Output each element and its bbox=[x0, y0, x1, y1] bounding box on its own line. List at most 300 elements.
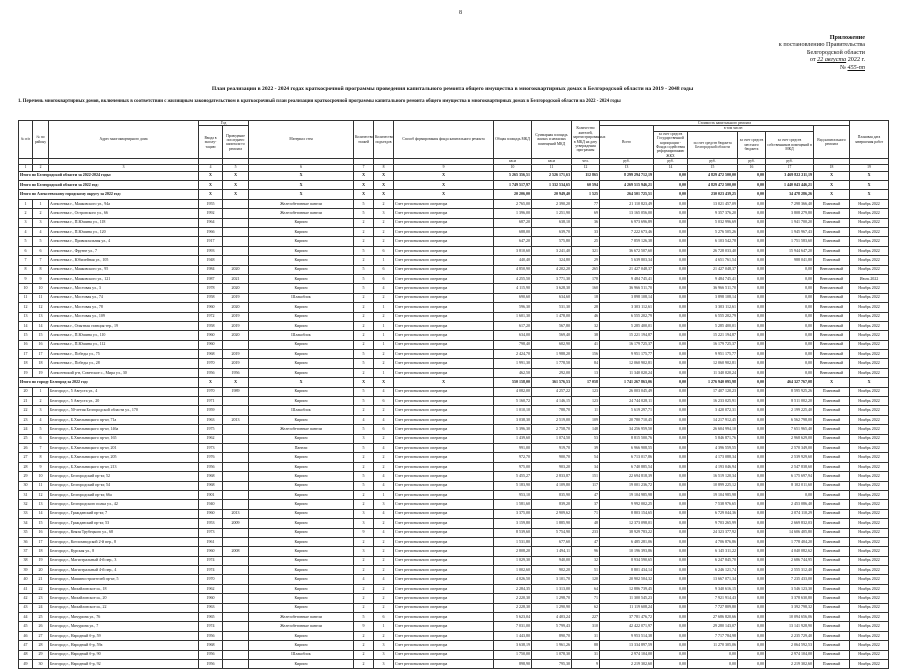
cell-area: 1 396,00 bbox=[494, 209, 532, 218]
cell-method: Счет регионального оператора bbox=[394, 331, 494, 340]
cell-type: Плановый bbox=[814, 387, 850, 396]
cell-ppl: 77 bbox=[572, 199, 600, 208]
cell-end: Ноябрь 2022 bbox=[850, 303, 889, 312]
cell-d: 10 bbox=[33, 472, 49, 481]
cell-loc: 0,00 bbox=[738, 415, 766, 424]
cell-end: Ноябрь 2022 bbox=[850, 415, 889, 424]
cell-end: Июль 2022 bbox=[850, 274, 889, 283]
cell-own: 2 974 104,00 bbox=[766, 650, 814, 659]
cell-end: Ноябрь 2022 bbox=[850, 218, 889, 227]
cell-y: 1961 bbox=[199, 537, 223, 546]
cell-loc: 0,00 bbox=[738, 199, 766, 208]
unit-people: чел. bbox=[572, 159, 600, 164]
cell-method: Счет регионального оператора bbox=[394, 631, 494, 640]
cell-method: Счет регионального оператора bbox=[394, 481, 494, 490]
table-row bbox=[19, 537, 889, 546]
cell-y: 1956 bbox=[199, 462, 223, 471]
cell-liv: 900,70 bbox=[532, 453, 572, 462]
cell-area: 690,60 bbox=[494, 293, 532, 302]
cell-loc: 0,00 bbox=[738, 519, 766, 528]
cell-fund: 0,00 bbox=[654, 500, 688, 509]
cell-area: 5 183,90 bbox=[494, 481, 532, 490]
cell-area: 2 220,30 bbox=[494, 594, 532, 603]
unit-area: кв.м bbox=[494, 159, 532, 164]
cell-reg: 0,00 bbox=[688, 659, 738, 668]
cell-type: Плановый bbox=[814, 218, 850, 227]
col-number: 16 bbox=[738, 164, 766, 171]
cell-loc: 0,00 bbox=[738, 481, 766, 490]
cell-reg: 24 323 377,92 bbox=[688, 528, 738, 537]
cell-y: 1971 bbox=[199, 397, 223, 406]
cell-own: 0,00 bbox=[766, 359, 814, 368]
cell-wall: Кирпич bbox=[249, 556, 354, 565]
cell-own: 6 175 697,94 bbox=[766, 472, 814, 481]
cell-loc: 0,00 bbox=[738, 650, 766, 659]
summary-fund: 0,00 bbox=[654, 171, 688, 180]
cell-ppl: 156 bbox=[572, 350, 600, 359]
cell-fl: 2 bbox=[354, 331, 374, 340]
cell-fund: 0,00 bbox=[654, 246, 688, 255]
cell-loc: 0,00 bbox=[738, 641, 766, 650]
summary-x: Х bbox=[814, 181, 850, 190]
cell-y: 1960 bbox=[199, 331, 223, 340]
cell-wall: Кирпич bbox=[249, 434, 354, 443]
cell-method: Счет регионального оператора bbox=[394, 350, 494, 359]
summary-fund: 0,00 bbox=[654, 190, 688, 199]
cell-reg: 5 032 996,69 bbox=[688, 218, 738, 227]
cell-addr: Белгород г., Гражданский пр-кт, 53 bbox=[49, 519, 199, 528]
cell-d: 6 bbox=[33, 246, 49, 255]
cell-ppl: 39 bbox=[572, 443, 600, 452]
cell-addr: Белгород г., Народный б-р, 59а bbox=[49, 641, 199, 650]
cell-addr: Белгород г., Народный б-р, 90 bbox=[49, 650, 199, 659]
cell-wall: Кирпич bbox=[249, 312, 354, 321]
cell-own: 2 235 729,40 bbox=[766, 631, 814, 640]
table-row bbox=[19, 481, 889, 490]
cell-d: 9 bbox=[33, 274, 49, 283]
cell-n: 27 bbox=[19, 453, 33, 462]
cell-area: 3 159,80 bbox=[494, 519, 532, 528]
cell-own: 0,00 bbox=[766, 331, 814, 340]
cell-r: 2021 bbox=[223, 274, 249, 283]
cell-total: 11 340 020,24 bbox=[600, 368, 654, 377]
cell-n: 2 bbox=[19, 209, 33, 218]
cell-y: 1960 bbox=[199, 547, 223, 556]
cell-end: Ноябрь 2022 bbox=[850, 312, 889, 321]
cell-r bbox=[223, 641, 249, 650]
cell-end: Ноябрь 2022 bbox=[850, 209, 889, 218]
cell-n: 6 bbox=[19, 246, 33, 255]
cell-total: 9 951 175,77 bbox=[600, 350, 654, 359]
cell-wall: Кирпич bbox=[249, 265, 354, 274]
cell-method: Счет регионального оператора bbox=[394, 406, 494, 415]
cell-loc: 0,00 bbox=[738, 622, 766, 631]
col-number: 1 bbox=[19, 164, 33, 171]
cell-y: 1960 bbox=[199, 303, 223, 312]
cell-n: 20 bbox=[19, 387, 33, 396]
cell-reg: 4 396 559,55 bbox=[688, 443, 738, 452]
cell-addr: Белгород г., Белгородского полка ул., 42 bbox=[49, 500, 199, 509]
cell-wall: Шлакоблок bbox=[249, 650, 354, 659]
cell-type: Плановый bbox=[814, 481, 850, 490]
cell-reg: 7 727 809,80 bbox=[688, 603, 738, 612]
cell-end: Ноябрь 2022 bbox=[850, 613, 889, 622]
cell-method: Счет регионального оператора bbox=[394, 462, 494, 471]
cell-loc: 0,00 bbox=[738, 425, 766, 434]
cell-fl: 3 bbox=[354, 547, 374, 556]
cell-loc: 0,00 bbox=[738, 237, 766, 246]
cell-type: Плановый bbox=[814, 509, 850, 518]
cell-ppl: 13 bbox=[572, 368, 600, 377]
cell-r bbox=[223, 218, 249, 227]
cell-own: 2 064 592,53 bbox=[766, 641, 814, 650]
cell-ppl: 84 bbox=[572, 359, 600, 368]
cell-d: 6 bbox=[33, 434, 49, 443]
cell-fund: 0,00 bbox=[654, 537, 688, 546]
cell-y: 1974 bbox=[199, 622, 223, 631]
cell-liv: 1 885,90 bbox=[532, 519, 572, 528]
cell-fl: 2 bbox=[354, 218, 374, 227]
cell-fund: 0,00 bbox=[654, 631, 688, 640]
cell-wall: Кирпич bbox=[249, 246, 354, 255]
cell-addr: Белгород г., Белгородский пр-кт, 52 bbox=[49, 472, 199, 481]
cell-total: 12 886 739,45 bbox=[600, 584, 654, 593]
cell-ppl: 34 bbox=[572, 462, 600, 471]
table-row bbox=[19, 500, 889, 509]
col-area: Общая площадь МКД bbox=[494, 121, 532, 159]
cell-method: Счет регионального оператора bbox=[394, 274, 494, 283]
cell-loc: 0,00 bbox=[738, 537, 766, 546]
cell-liv: 4 257,22 bbox=[532, 387, 572, 396]
cell-en: 4 bbox=[374, 528, 394, 537]
cell-fl: 2 bbox=[354, 237, 374, 246]
cell-method: Счет регионального оператора bbox=[394, 500, 494, 509]
cell-d: 17 bbox=[33, 350, 49, 359]
cell-wall: Кирпич bbox=[249, 547, 354, 556]
cell-ppl: 265 bbox=[572, 265, 600, 274]
cell-liv: 602,90 bbox=[532, 340, 572, 349]
cell-total: 42 422 071,97 bbox=[600, 622, 654, 631]
cell-method: Счет регионального оператора bbox=[394, 641, 494, 650]
cell-fl: 2 bbox=[354, 321, 374, 330]
cell-total: 22 694 818,39 bbox=[600, 472, 654, 481]
cell-total: 20 780 710,45 bbox=[600, 415, 654, 424]
cell-n: 39 bbox=[19, 566, 33, 575]
cell-wall: Панели bbox=[249, 443, 354, 452]
cell-reg: 3 420 072,31 bbox=[688, 406, 738, 415]
cell-r bbox=[223, 228, 249, 237]
table-row bbox=[19, 209, 889, 218]
cell-method: Счет регионального оператора bbox=[394, 547, 494, 556]
cell-liv: 324,80 bbox=[532, 256, 572, 265]
cell-en: 2 bbox=[374, 406, 394, 415]
summary-own: 464 327 767,08 bbox=[766, 378, 814, 387]
cell-type: Плановый bbox=[814, 228, 850, 237]
cell-en: 4 bbox=[374, 509, 394, 518]
cell-reg: 4 706 876,86 bbox=[688, 537, 738, 546]
cell-en: 4 bbox=[374, 575, 394, 584]
summary-region: 1 276 940 095,98 bbox=[688, 378, 738, 387]
cell-type: Плановый bbox=[814, 397, 850, 406]
cell-wall: Кирпич bbox=[249, 490, 354, 499]
cell-total: 19 001 236,72 bbox=[600, 481, 654, 490]
summary-label: Итого по Алексеевскому городскому округу за 2022 год: bbox=[19, 190, 199, 199]
summary-living: 361 576,53 bbox=[532, 378, 572, 387]
cell-loc: 0,00 bbox=[738, 228, 766, 237]
cell-total: 34 256 959,50 bbox=[600, 425, 654, 434]
cell-area: 5 396,30 bbox=[494, 425, 532, 434]
cell-own: 3 392 798,32 bbox=[766, 603, 814, 612]
cell-liv: 2 833,87 bbox=[532, 472, 572, 481]
cell-reg: 9 703 265,99 bbox=[688, 519, 738, 528]
summary-people: 112 865 bbox=[572, 171, 600, 180]
cell-end: Ноябрь 2022 bbox=[850, 265, 889, 274]
cell-n: 3 bbox=[19, 218, 33, 227]
cell-wall: Кирпич bbox=[249, 237, 354, 246]
cell-reg: 5 276 505,26 bbox=[688, 228, 738, 237]
cell-en: 4 bbox=[374, 284, 394, 293]
cell-addr: Алексеевка г., Привокзальная ул., 4 bbox=[49, 237, 199, 246]
col-number: 15 bbox=[688, 164, 738, 171]
cell-fund: 0,00 bbox=[654, 350, 688, 359]
cell-method: Счет регионального оператора bbox=[394, 368, 494, 377]
cell-wall: Кирпич bbox=[249, 228, 354, 237]
cell-own: 8 511 002,20 bbox=[766, 397, 814, 406]
cell-reg: 9 357 376,20 bbox=[688, 209, 738, 218]
cell-wall: Кирпич bbox=[249, 659, 354, 668]
cell-d: 19 bbox=[33, 556, 49, 565]
summary-label: Итого по городу Белгород за 2022 год: bbox=[19, 378, 199, 387]
cell-total: 3 303 112,61 bbox=[600, 303, 654, 312]
cell-fund: 0,00 bbox=[654, 218, 688, 227]
cell-fund: 0,00 bbox=[654, 509, 688, 518]
cell-n: 10 bbox=[19, 284, 33, 293]
cell-addr: Белгород г., Б.Хмельницкого пр-кт, 71а bbox=[49, 415, 199, 424]
cell-own: 6 562 798,00 bbox=[766, 415, 814, 424]
cell-d: 27 bbox=[33, 631, 49, 640]
cell-own: 2 453 086,40 bbox=[766, 500, 814, 509]
cell-end: Ноябрь 2022 bbox=[850, 284, 889, 293]
cell-en: 1 bbox=[374, 256, 394, 265]
date-handwritten: 22 августа bbox=[817, 56, 847, 64]
cell-r bbox=[223, 566, 249, 575]
cell-liv: 4 146,15 bbox=[532, 397, 572, 406]
cell-r: 2013 bbox=[223, 509, 249, 518]
cell-area: 3 375,00 bbox=[494, 509, 532, 518]
cell-addr: Белгород г., Б.Хмельницкого пр-кт, 205 bbox=[49, 453, 199, 462]
cell-total: 9 953 514,38 bbox=[600, 631, 654, 640]
col-number: 9 bbox=[394, 164, 494, 171]
cell-fl: 2 bbox=[354, 462, 374, 471]
cell-fl: 2 bbox=[354, 650, 374, 659]
summary-x: Х bbox=[374, 190, 394, 199]
cell-ppl: 71 bbox=[572, 594, 600, 603]
cell-ppl: 47 bbox=[572, 490, 600, 499]
cell-fl: 5 bbox=[354, 350, 374, 359]
col-number: 7 bbox=[354, 164, 374, 171]
cell-reg: 10 899 225,12 bbox=[688, 481, 738, 490]
cell-n: 45 bbox=[19, 622, 33, 631]
cell-fl: 2 bbox=[354, 312, 374, 321]
col-end: Плановая дата завершения работ bbox=[850, 121, 889, 159]
table-row bbox=[19, 256, 889, 265]
appendix-line2: Белгородской области bbox=[806, 48, 865, 56]
cell-end: Ноябрь 2022 bbox=[850, 631, 889, 640]
summary-area: 550 158,00 bbox=[494, 378, 532, 387]
summary-fund: 0,00 bbox=[654, 378, 688, 387]
cell-loc: 0,00 bbox=[738, 274, 766, 283]
summary-total: 1 741 267 863,06 bbox=[600, 378, 654, 387]
cell-fund: 0,00 bbox=[654, 312, 688, 321]
cell-addr: Алексеевка г., П.Юшина ул., 112 bbox=[49, 340, 199, 349]
cell-n: 44 bbox=[19, 613, 33, 622]
cell-area: 3 810,60 bbox=[494, 246, 532, 255]
cell-own: 1 778 404,20 bbox=[766, 537, 814, 546]
cell-wall: Железобетонные панели bbox=[249, 613, 354, 622]
summary-x: Х bbox=[814, 378, 850, 387]
cell-r bbox=[223, 481, 249, 490]
cell-method: Счет регионального оператора bbox=[394, 443, 494, 452]
table-row bbox=[19, 509, 889, 518]
cell-total: 8 934 590,65 bbox=[600, 556, 654, 565]
cell-y: 1974 bbox=[199, 556, 223, 565]
cell-y: 1978 bbox=[199, 284, 223, 293]
cell-r bbox=[223, 397, 249, 406]
cell-addr: Белгород г., 5 Августа ул., 4 bbox=[49, 387, 199, 396]
cell-y: 1992 bbox=[199, 209, 223, 218]
cell-r bbox=[223, 528, 249, 537]
cell-wall: Кирпич bbox=[249, 415, 354, 424]
cell-d: 29 bbox=[33, 650, 49, 659]
cell-end: Ноябрь 2022 bbox=[850, 340, 889, 349]
cell-area: 5 455,27 bbox=[494, 472, 532, 481]
appendix-title: Приложение bbox=[829, 34, 865, 41]
cell-end: Ноябрь 2022 bbox=[850, 331, 889, 340]
cell-own: 0,00 bbox=[766, 265, 814, 274]
cell-d: 1 bbox=[33, 387, 49, 396]
cell-own: 13 141 928,90 bbox=[766, 622, 814, 631]
cell-method: Счет регионального оператора bbox=[394, 293, 494, 302]
cell-addr: Алексеевка г., Островского ул., 66 bbox=[49, 209, 199, 218]
cell-total: 36 966 511,70 bbox=[600, 284, 654, 293]
table-row bbox=[19, 321, 889, 330]
cell-reg: 5 846 871,76 bbox=[688, 434, 738, 443]
cell-fl: 2 bbox=[354, 603, 374, 612]
cell-d: 3 bbox=[33, 218, 49, 227]
cell-n: 48 bbox=[19, 650, 33, 659]
table-row bbox=[19, 556, 889, 565]
cell-r bbox=[223, 556, 249, 565]
cell-reg: 3 898 108,14 bbox=[688, 293, 738, 302]
cell-liv: 902,20 bbox=[532, 566, 572, 575]
table-body bbox=[19, 171, 889, 669]
cell-addr: Белгород г., Б.Хмельницкого пр-кт, 165 bbox=[49, 434, 199, 443]
cell-type: Внеплановый bbox=[814, 350, 850, 359]
cell-d: 14 bbox=[33, 509, 49, 518]
cell-own: 0,00 bbox=[766, 350, 814, 359]
cell-fund: 0,00 bbox=[654, 359, 688, 368]
cell-reg: 21 427 048,37 bbox=[688, 265, 738, 274]
cell-end: Ноябрь 2022 bbox=[850, 641, 889, 650]
cell-y: 1955 bbox=[199, 199, 223, 208]
table-row bbox=[19, 631, 889, 640]
cell-r bbox=[223, 537, 249, 546]
cell-type: Плановый bbox=[814, 537, 850, 546]
cell-addr: Алексеевка г., Мостовая ул., 109 bbox=[49, 312, 199, 321]
cell-area: 4 082,00 bbox=[494, 387, 532, 396]
cell-r: 2019 bbox=[223, 350, 249, 359]
summary-own: 3 469 822 211,19 bbox=[766, 171, 814, 180]
summary-x: Х bbox=[850, 378, 889, 387]
cell-area: 2 765,00 bbox=[494, 199, 532, 208]
cell-type: Внеплановый bbox=[814, 331, 850, 340]
summary-area: 1 749 517,97 bbox=[494, 181, 532, 190]
cell-type: Плановый bbox=[814, 462, 850, 471]
cell-addr: Белгород г., 50-летия Белгородской области ул., 170 bbox=[49, 406, 199, 415]
cell-area: 1 439,60 bbox=[494, 434, 532, 443]
date-prefix: от bbox=[809, 56, 816, 64]
cell-liv: 567,80 bbox=[532, 321, 572, 330]
number-handwritten: 455-пп bbox=[847, 63, 865, 71]
summary-x: Х bbox=[199, 190, 223, 199]
cell-r bbox=[223, 237, 249, 246]
cell-y: 1973 bbox=[199, 443, 223, 452]
cell-liv: 3 101,70 bbox=[532, 575, 572, 584]
cell-addr: Белгород г., Б.Хмельницкого пр-кт, 201 bbox=[49, 443, 199, 452]
cell-liv: 835,90 bbox=[532, 490, 572, 499]
cell-fl: 3 bbox=[354, 519, 374, 528]
cell-total: 6 740 885,54 bbox=[600, 462, 654, 471]
cell-fl: 4 bbox=[354, 575, 374, 584]
cell-liv: 1 778,50 bbox=[532, 359, 572, 368]
summary-x: Х bbox=[354, 378, 374, 387]
cell-own: 0,00 bbox=[766, 274, 814, 283]
cell-en: 4 bbox=[374, 472, 394, 481]
cell-loc: 0,00 bbox=[738, 284, 766, 293]
cell-liv: 3 771,30 bbox=[532, 274, 572, 283]
cell-d: 18 bbox=[33, 547, 49, 556]
cell-area: 440,40 bbox=[494, 256, 532, 265]
col-floors: Количество этажей bbox=[354, 121, 374, 159]
cell-en: 2 bbox=[374, 350, 394, 359]
cell-n: 31 bbox=[19, 490, 33, 499]
col-number: 10 bbox=[494, 164, 532, 171]
cell-area: 898,90 bbox=[494, 659, 532, 668]
summary-x: Х bbox=[850, 171, 889, 180]
cell-reg: 11 270 305,06 bbox=[688, 641, 738, 650]
cell-method: Счет регионального оператора bbox=[394, 537, 494, 546]
cell-wall: Железобетонные панели bbox=[249, 622, 354, 631]
cell-n: 13 bbox=[19, 312, 33, 321]
cell-wall: Кирпич bbox=[249, 303, 354, 312]
col-people: Количество жителей, зарегистрированных в МКД на дату утверждения программы bbox=[572, 121, 600, 159]
cell-en: 2 bbox=[374, 218, 394, 227]
cell-own: 0,00 bbox=[766, 340, 814, 349]
cell-fl: 2 bbox=[354, 340, 374, 349]
cell-r bbox=[223, 425, 249, 434]
cell-method: Счет регионального оператора bbox=[394, 397, 494, 406]
cell-area: 1 443,80 bbox=[494, 631, 532, 640]
col-type: Вид капитального ремонта bbox=[814, 126, 850, 159]
unit-own: руб. bbox=[766, 159, 814, 164]
section-title: 1. Перечень многоквартирных домов, включенных в соответствии с жилищным законодательством в краткосрочный план реализации краткосрочной программы капитального ремонта общего имущества в многоквартирных домах в Белгородской области на 2022 - 2024 годы bbox=[18, 99, 621, 104]
cell-y: 1960 bbox=[199, 340, 223, 349]
cell-wall: Кирпич bbox=[249, 359, 354, 368]
summary-total: 8 299 294 712,19 bbox=[600, 171, 654, 180]
cell-addr: Белгород г., Б.Хмельницкого пр-кт, 146а bbox=[49, 425, 199, 434]
summary-own: 1 440 043 446,21 bbox=[766, 181, 814, 190]
cell-ppl: 123 bbox=[572, 387, 600, 396]
